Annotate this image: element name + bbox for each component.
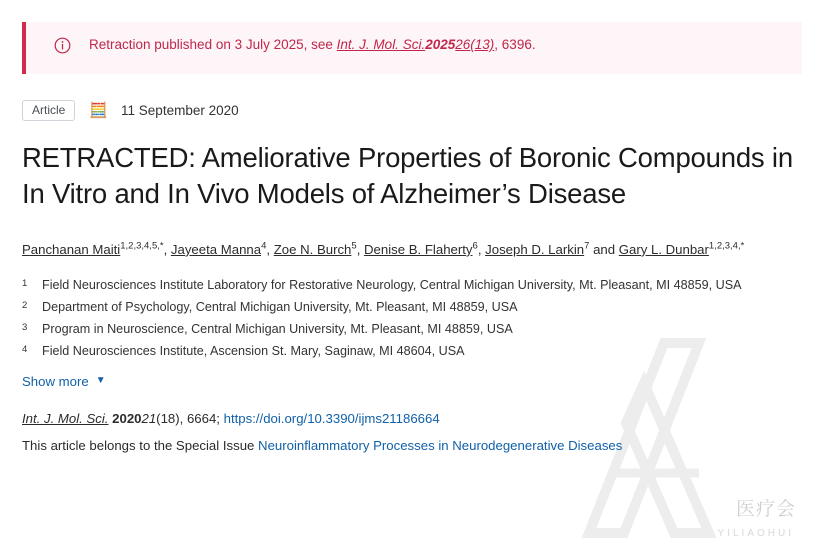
retraction-issue: (13)	[470, 37, 495, 52]
author-link[interactable]: Joseph D. Larkin	[485, 241, 585, 257]
chevron-down-icon: ▼	[95, 375, 106, 387]
affiliation-number: 4	[22, 344, 28, 356]
author-sep: ,	[356, 241, 365, 257]
affiliation-list	[22, 276, 802, 361]
citation-doi-link[interactable]: https://doi.org/10.3390/ijms21186664	[223, 410, 440, 426]
affiliation-text: Department of Psychology, Central Michigan University, Mt. Pleasant, MI 48859, USA	[42, 299, 518, 314]
citation-line	[22, 411, 802, 426]
affiliation-text: Program in Neuroscience, Central Michigan University, Mt. Pleasant, MI 48859, USA	[42, 322, 513, 337]
author-sep: ,	[266, 241, 274, 257]
citation-issue: (18)	[156, 410, 180, 426]
affiliation-item	[22, 342, 802, 360]
affiliation-item	[22, 276, 802, 294]
author-affil-sup: 4	[261, 240, 267, 252]
retraction-journal-link[interactable]: Int. J. Mol. Sci.	[336, 37, 426, 52]
retraction-notice-text	[89, 36, 536, 54]
author-item	[171, 242, 274, 257]
show-more-button[interactable]	[22, 374, 106, 389]
author-link[interactable]: Gary L. Dunbar	[618, 241, 709, 257]
page-title: RETRACTED: Ameliorative Properties of Boronic Compounds in In Vitro and In Vivo Models of Alzheimer’s Disease	[22, 142, 793, 209]
author-sep: ,	[477, 241, 486, 257]
author-item	[364, 242, 485, 257]
special-issue-link[interactable]: Neuroinflammatory Processes in Neurodegenerative Diseases	[258, 437, 623, 453]
watermark-subtext: YILIAOHUI	[717, 528, 794, 539]
author-affil-sup: 1,2,3,4,*	[708, 240, 745, 252]
author-link[interactable]: Jayeeta Manna	[170, 241, 262, 257]
article-type-badge: Article	[22, 100, 75, 121]
author-item	[485, 242, 619, 257]
affiliation-item	[22, 298, 802, 316]
citation-year: 2020	[112, 410, 142, 426]
info-circle-icon	[54, 37, 71, 59]
affiliation-number: 3	[22, 322, 28, 334]
retraction-prefix: Retraction published on 3 July 2025, see	[89, 37, 337, 52]
retraction-year: 2025	[425, 37, 456, 52]
author-item	[22, 242, 171, 257]
author-affil-sup: 5	[351, 240, 357, 252]
author-affil-sup: 6	[472, 240, 478, 252]
author-item	[619, 242, 745, 257]
special-issue-prefix: This article belongs to the Special Issue	[22, 437, 259, 453]
show-more-label: Show more	[22, 373, 89, 389]
author-list	[22, 240, 802, 260]
author-affil-sup: 7	[584, 240, 590, 252]
author-sep: and	[589, 241, 619, 257]
affiliation-number: 2	[22, 299, 28, 311]
author-link[interactable]: Zoe N. Burch	[273, 241, 352, 257]
author-affil-sup: 1,2,3,4,5,*	[120, 240, 164, 252]
affiliation-number: 1	[22, 277, 28, 289]
author-link[interactable]: Denise B. Flaherty	[364, 241, 473, 257]
citation-journal: Int. J. Mol. Sci.	[22, 410, 109, 426]
article-meta-row	[22, 100, 802, 121]
open-access-icon[interactable]: 🧮	[89, 101, 109, 119]
watermark-text: 医疗会	[735, 499, 796, 520]
publication-date: 11 September 2020	[121, 103, 239, 118]
retraction-pages: , 6396	[494, 37, 532, 52]
retraction-notice	[22, 22, 802, 74]
retraction-volume: 26	[455, 37, 471, 52]
affiliation-text: Field Neurosciences Institute Laboratory for Restorative Neurology, Central Michigan University, Mt. Pleasant, MI 48859, USA	[42, 277, 742, 292]
affiliation-item	[22, 320, 802, 338]
author-link[interactable]: Panchanan Maiti	[22, 241, 121, 257]
retraction-suffix: .	[531, 37, 536, 52]
citation-pages: , 6664;	[179, 410, 224, 426]
author-item	[274, 242, 364, 257]
special-issue-line	[22, 438, 802, 453]
author-sep: ,	[163, 241, 171, 257]
citation-volume: 21	[141, 410, 157, 426]
affiliation-text: Field Neurosciences Institute, Ascension St. Mary, Saginaw, MI 48604, USA	[42, 344, 465, 359]
